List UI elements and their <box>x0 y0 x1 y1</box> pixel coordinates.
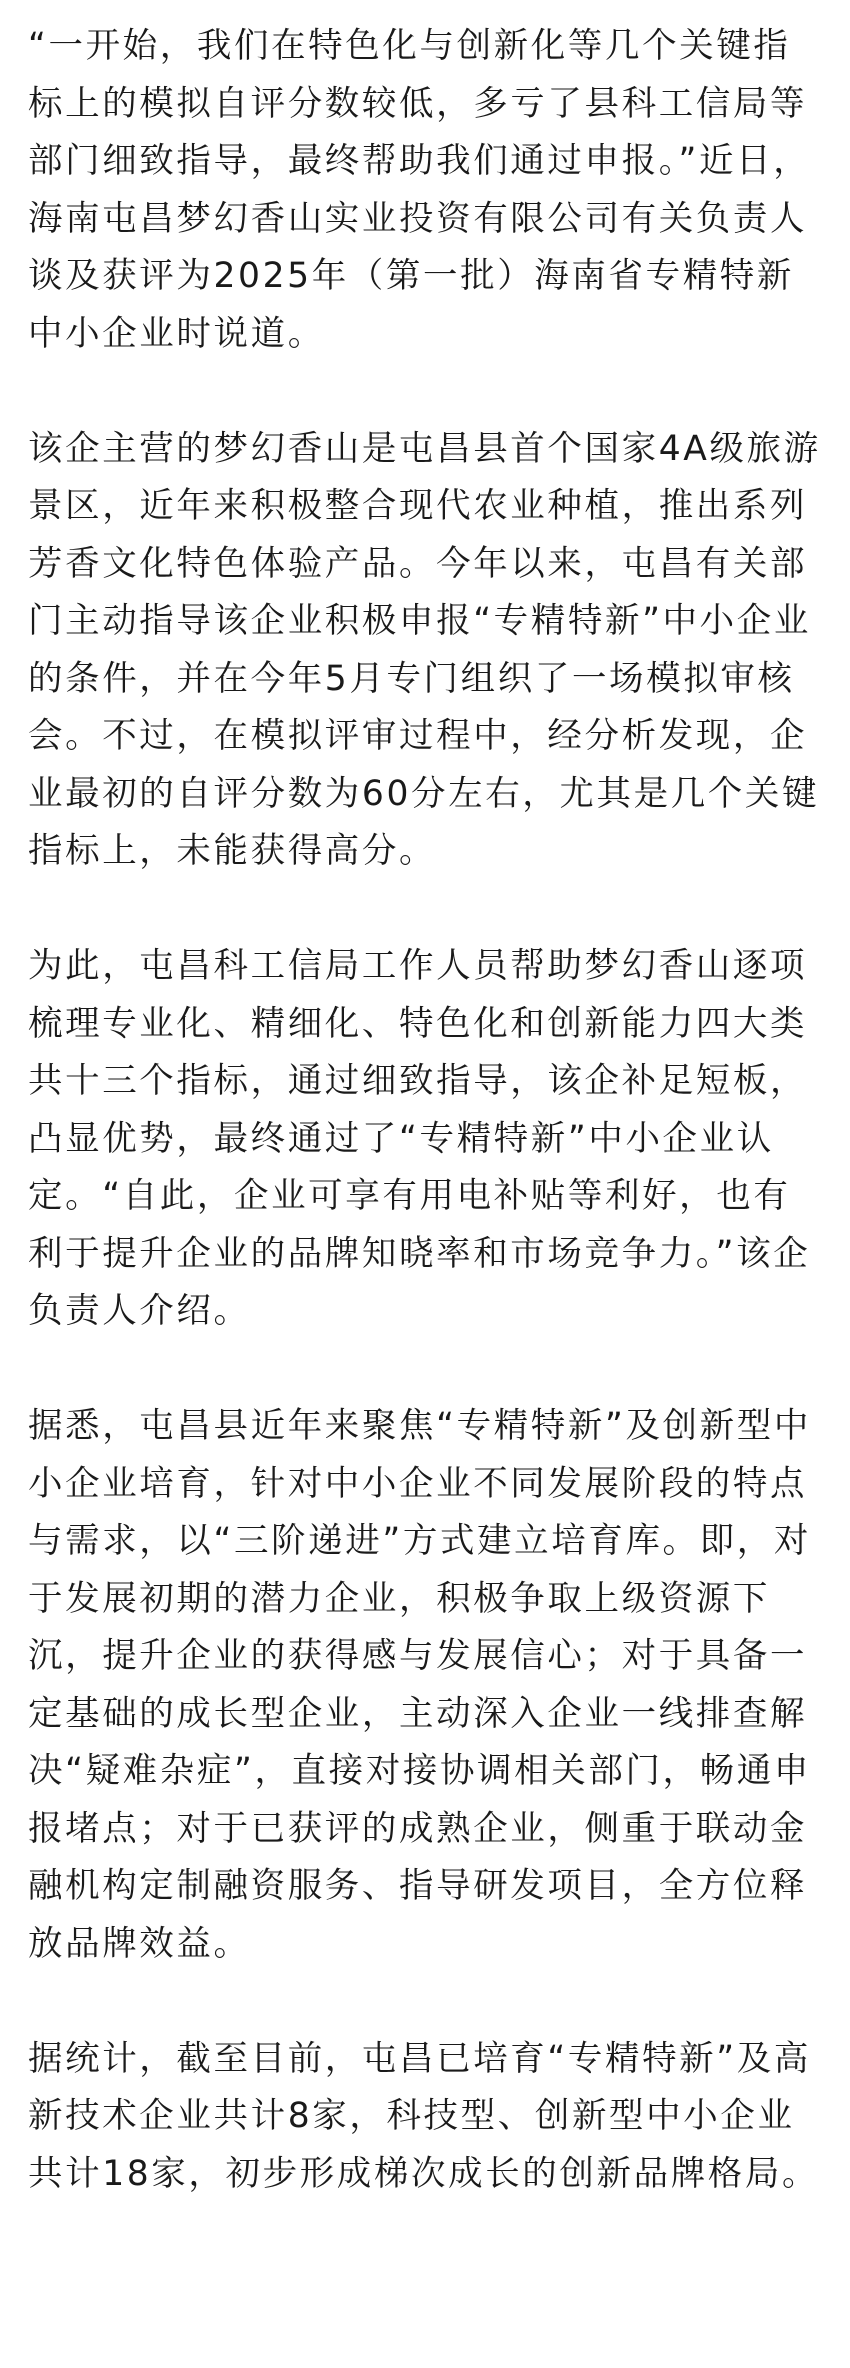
paragraph-4: 据悉，屯昌县近年来聚焦“专精特新”及创新型中小企业培育，针对中小企业不同发展阶段的特点与需求，以“三阶递进”方式建立培育库。即，对于发展初期的潜力企业，积极争取上级资源下沉，提升企业的获得感与发展信心；对于具备一定基础的成长型企业，主动深入企业一线排查解决“疑难杂症”，直接对接协调相关部门，畅通申报堵点；对于已获评的成熟企业，侧重于联动金融机构定制融资服务、指导研发项目，全方位释放品牌效益。 <box>28 1406 811 1964</box>
paragraph-5: 据统计，截至目前，屯昌已培育“专精特新”及高新技术企业共计8家，科技型、创新型中小企业共计18家，初步形成梯次成长的创新品牌格局。 <box>28 2038 820 2194</box>
paragraph-1: “一开始，我们在特色化与创新化等几个关键指标上的模拟自评分数较低，多亏了县科工信局等部门细致指导，最终帮助我们通过申报。”近日，海南屯昌梦幻香山实业投资有限公司有关负责人谈及获评为2025年（第一批）海南省专精特新中小企业时说道。 <box>28 26 811 354</box>
paragraph-2: 该企主营的梦幻香山是屯昌县首个国家4A级旅游景区，近年来积极整合现代农业种植，推出系列芳香文化特色体验产品。今年以来，屯昌有关部门主动指导该企业积极申报“专精特新”中小企业的条件，并在今年5月专门组织了一场模拟审核会。不过，在模拟评审过程中，经分析发现，企业最初的自评分数为60分左右，尤其是几个关键指标上，未能获得高分。 <box>28 428 821 871</box>
paragraph-3: 为此，屯昌科工信局工作人员帮助梦幻香山逐项梳理专业化、精细化、特色化和创新能力四大类共十三个指标，通过细致指导，该企补足短板，凸显优势，最终通过了“专精特新”中小企业认定。“自此，企业可享有用电补贴等利好，也有利于提升企业的品牌知晓率和市场竞争力。”该企负责人介绍。 <box>28 946 811 1331</box>
